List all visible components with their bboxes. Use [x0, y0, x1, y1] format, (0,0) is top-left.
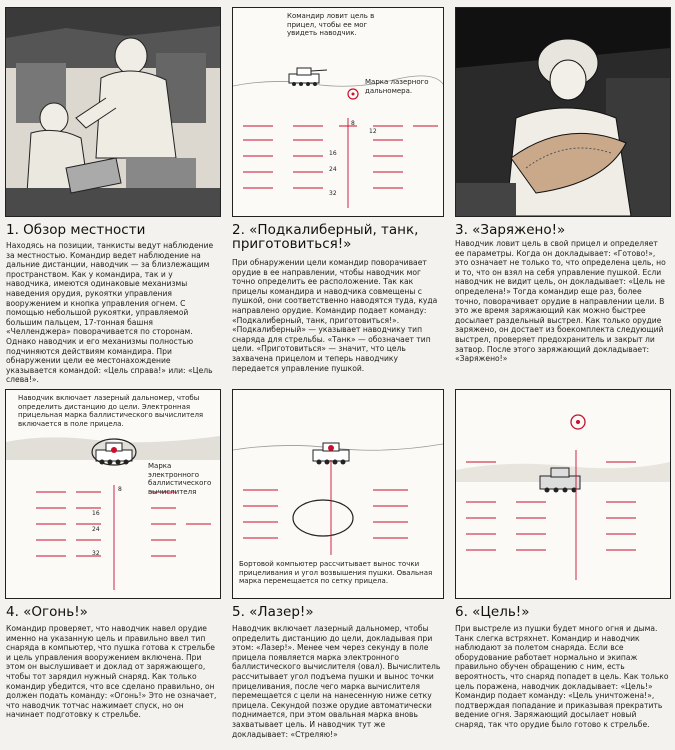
section-1-body: Находясь на позиции, танкисты ведут наблюдение за местностью. Командир ведет наблюдение на дальние дистанции, наводчик — за близлежащим пространством. Как у командира, так и у наводчика, имеются одинаковые механизмы наведения орудия, рукоятки управления вооружением и кнопка управления огнем. С помощью небольшой рукоятки, управляемой большим пальцем, 17-тонная башня «Челленджера» поворачивается по сторонам. Однако наводчик и его механизмы полностью подчиняются действиям командира. При обнаружении цели ее местонахождение указывается командой: «Цель справа!» или: «Цель слева!». — [6, 241, 214, 385]
section-3-heading: 3. «Заряжено!» — [455, 222, 566, 238]
reticle-mark-24: 24 — [329, 166, 337, 173]
reticle-mark-8: 8 — [351, 120, 355, 127]
section-4-body: Командир проверяет, что наводчик навел орудие именно на указанную цель и правильно ввел тип снаряда в компьютер, что пушка готова к стрельбе и цель управления вооружением включена. При этом он выслушивает и доклад от заряжающего, чтобы тот зарядил нужный снаряд. Как только командир убедится, что все сделано правильно, он должен подать команду: «Огонь!» Это не означает, что наводчик тотчас нажимает спуск, но он начинает подготовку к стрельбе. — [6, 624, 217, 720]
panel-2-caption: Командир ловит цель в прицел, чтобы ее мог увидеть наводчик. — [287, 12, 383, 38]
panel-4-caption: Наводчик включает лазерный дальномер, чтобы определить дистанцию до цели. Электронная прицельная марка баллистического вычислителя включается в поле прицела. — [18, 394, 208, 428]
panel-6-sight-view — [455, 389, 671, 599]
panel-5-sight-view — [232, 389, 444, 599]
section-3-body: Наводчик ловит цель в свой прицел и определяет ее параметры. Когда он докладывает: «Готово!», это означает не только то, что определена цель, но и то, что он взял на себя управление пушкой. Если наводчик не видит цель, он докладывает: «Цель не определена!» Тогда командир еще раз, более точно, поворачивает орудие в направлении цели. В это же время заряжающий как можно быстрее досылает раздельный выстрел. Как только орудие заряжено, он достает из боекомплекта следующий выстрел, проверяет предохранитель и закрыт ли затвор. После этого заряжающий докладывает: «Заряжено!» — [455, 239, 666, 364]
sight-reticle — [243, 118, 438, 208]
section-4-heading: 4. «Огонь!» — [6, 604, 88, 620]
sight-reticle — [243, 460, 408, 555]
loader-illustration — [456, 8, 670, 216]
laser-mark-label: Марка лазерного дальномера. — [365, 78, 429, 95]
section-6-body: При выстреле из пушки будет много огня и дыма. Танк слегка встряхнет. Командир и наводчик наблюдают за полетом снаряда. Если все оборудование работает нормально и экипаж правильно обучен обращению с ним, есть вероятность, что снаряд попадет в цель. Как только цель поражена, наводчик докладывает: «Цель!» Командир подает команду: «Цель уничтожена!», подтверждая попадание и приказывая прекратить ведение огня. Заряжающий досылает новый снаряд, так что орудие было готово к стрельбе. — [455, 624, 669, 729]
reticle-mark-32: 32 — [92, 550, 100, 557]
section-2-heading: 2. «Подкалиберный, танк, приготовиться!» — [232, 222, 419, 253]
panel-4-sight-view — [5, 389, 221, 599]
section-1-heading: 1. Обзор местности — [6, 222, 146, 238]
panel-5-caption: Бортовой компьютер рассчитывает вынос точки прицеливания и угол возвышения пушки. Овальная марка перемещается по сетку прицела. — [239, 560, 435, 586]
reticle-mark-16: 16 — [92, 510, 100, 517]
panel-2-sight-view — [232, 7, 444, 217]
section-5-body: Наводчик включает лазерный дальномер, чтобы определить дистанцию до цели, докладывая при этом: «Лазер!». Менее чем через секунду в поле прицела появляется марка электронного баллистического вычислителя (овал). Вычислитель рассчитывает угол подъема пушки и вынос точки прицеливания, после чего марка вычислителя перемещается с цели на нанесенную ниже сетку прицела. Секундой позже орудие автоматически поднимается, при этом овальная марка вновь захватывает цель. И наводчик тут же докладывает: «Стреляю!» — [232, 624, 441, 739]
ballistic-mark-label: Марка электронного баллистического вычислителя — [148, 462, 212, 496]
crew-illustration — [6, 8, 220, 216]
section-2-body: При обнаружении цели командир поворачивает орудие в ее направлении, чтобы наводчик мог точно определить ее расположение. Так как прицелы командира и наводчика совмещены с пушкой, они соответственно наводятся туда, куда направлено орудие. Командир подает команду: «Подкалиберный, танк, приготовиться!». «Подкалиберный» — указывает наводчику тип снаряда для стрельбы. «Танк» — обозначает тип цели. «Приготовиться» — значит, что цель захвачена прицелом и теперь наводчику передается управление пушкой. — [232, 258, 438, 373]
section-6-heading: 6. «Цель!» — [455, 604, 530, 620]
reticle-mark-16: 16 — [329, 150, 337, 157]
target-hit-sight — [456, 390, 670, 598]
section-5-heading: 5. «Лазер!» — [232, 604, 314, 620]
panel-3-illustration — [455, 7, 671, 217]
target-tank-icon — [289, 68, 327, 86]
ballistic-oval-mark-icon — [293, 500, 353, 536]
gunner-sight-view — [233, 8, 443, 216]
reticle-mark-24: 24 — [92, 526, 100, 533]
reticle-mark-32: 32 — [329, 190, 337, 197]
reticle-mark-8: 8 — [118, 486, 122, 493]
panel-1-illustration — [5, 7, 221, 217]
reticle-mark-12: 12 — [369, 128, 377, 135]
